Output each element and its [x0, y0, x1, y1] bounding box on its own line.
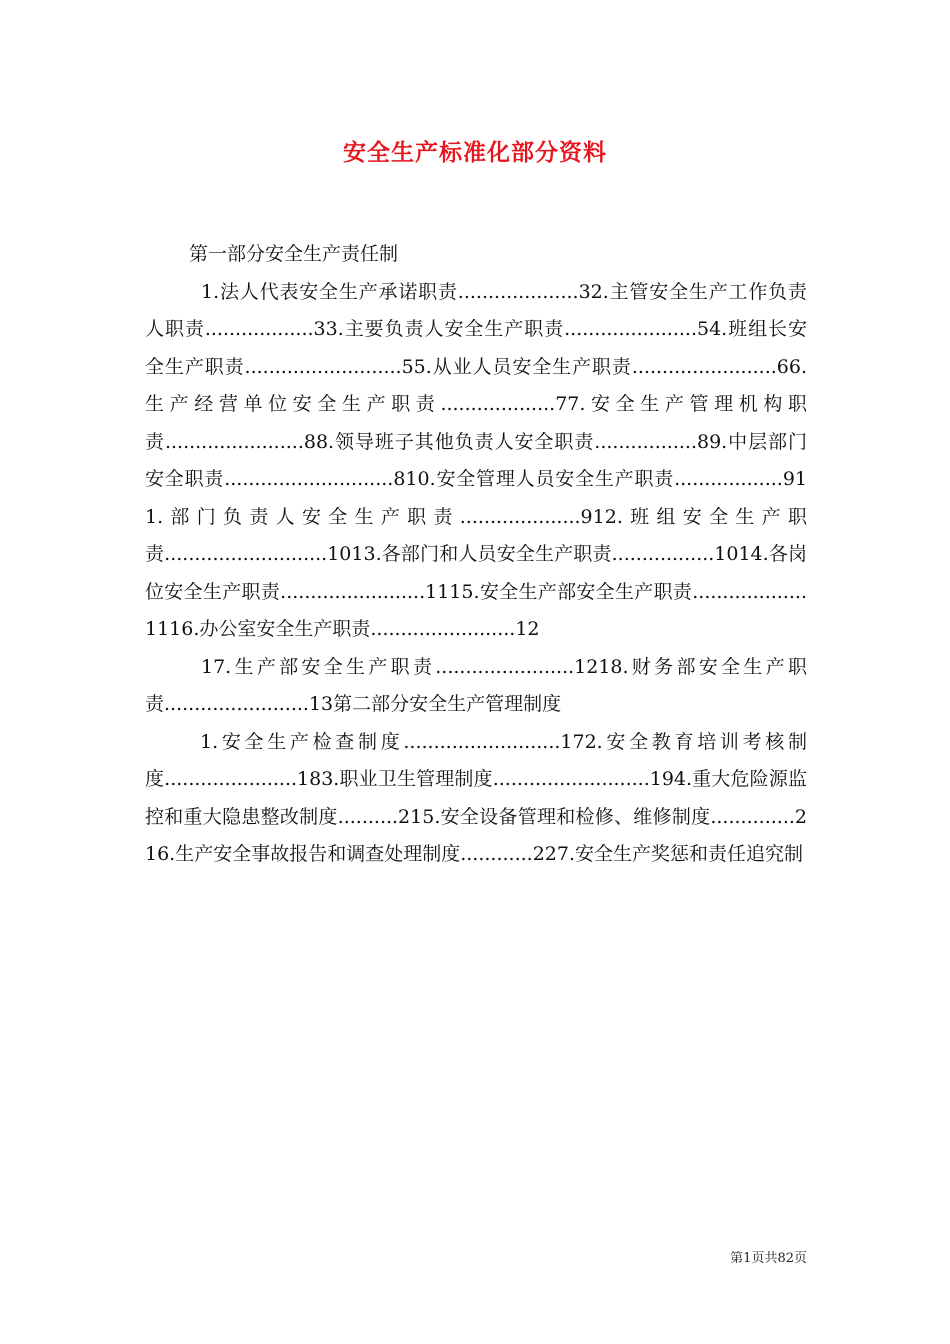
page-number: 第1页共82页 — [730, 1251, 807, 1266]
document-body — [145, 236, 807, 874]
toc-paragraph-1: 1.法人代表安全生产承诺职责....................32.主管安全生产工作负责人职责..................33.主要负责人安全生产职责......................54.班组长安全生产职责..........................55.从业人员安全生产职责........................66.生产经营单位安全生产职责...................77.安全生产管理机构职责.......................88.领导班子其他负责人安全职责.................89.中层部门安全职责............................810.安全管理人员安全生产职责..................911.部门负责人安全生产职责....................912.班组安全生产职责...........................1013.各部门和人员安全生产职责.................1014.各岗位安全生产职责........................1115.安全生产部安全生产职责...................1116.办公室安全生产职责........................12 — [145, 280, 807, 640]
toc-paragraph-2: 17.生产部安全生产职责.......................1218.财务部安全生产职责........................13第二部分安全生产管理制度 — [145, 655, 807, 715]
toc-paragraph-3: 1.安全生产检查制度..........................172.安全教育培训考核制度......................183.职业卫生管理制度..........................194.重大危险源监控和重大隐患整改制度..........215.安全设备管理和检修、维修制度..............216.生产安全事故报告和调查处理制度............227.安全生产奖惩和责任追究制 — [145, 730, 807, 865]
section-heading: 第一部分安全生产责任制 — [189, 243, 399, 265]
document-title: 安全生产标准化部分资料 — [343, 140, 607, 166]
